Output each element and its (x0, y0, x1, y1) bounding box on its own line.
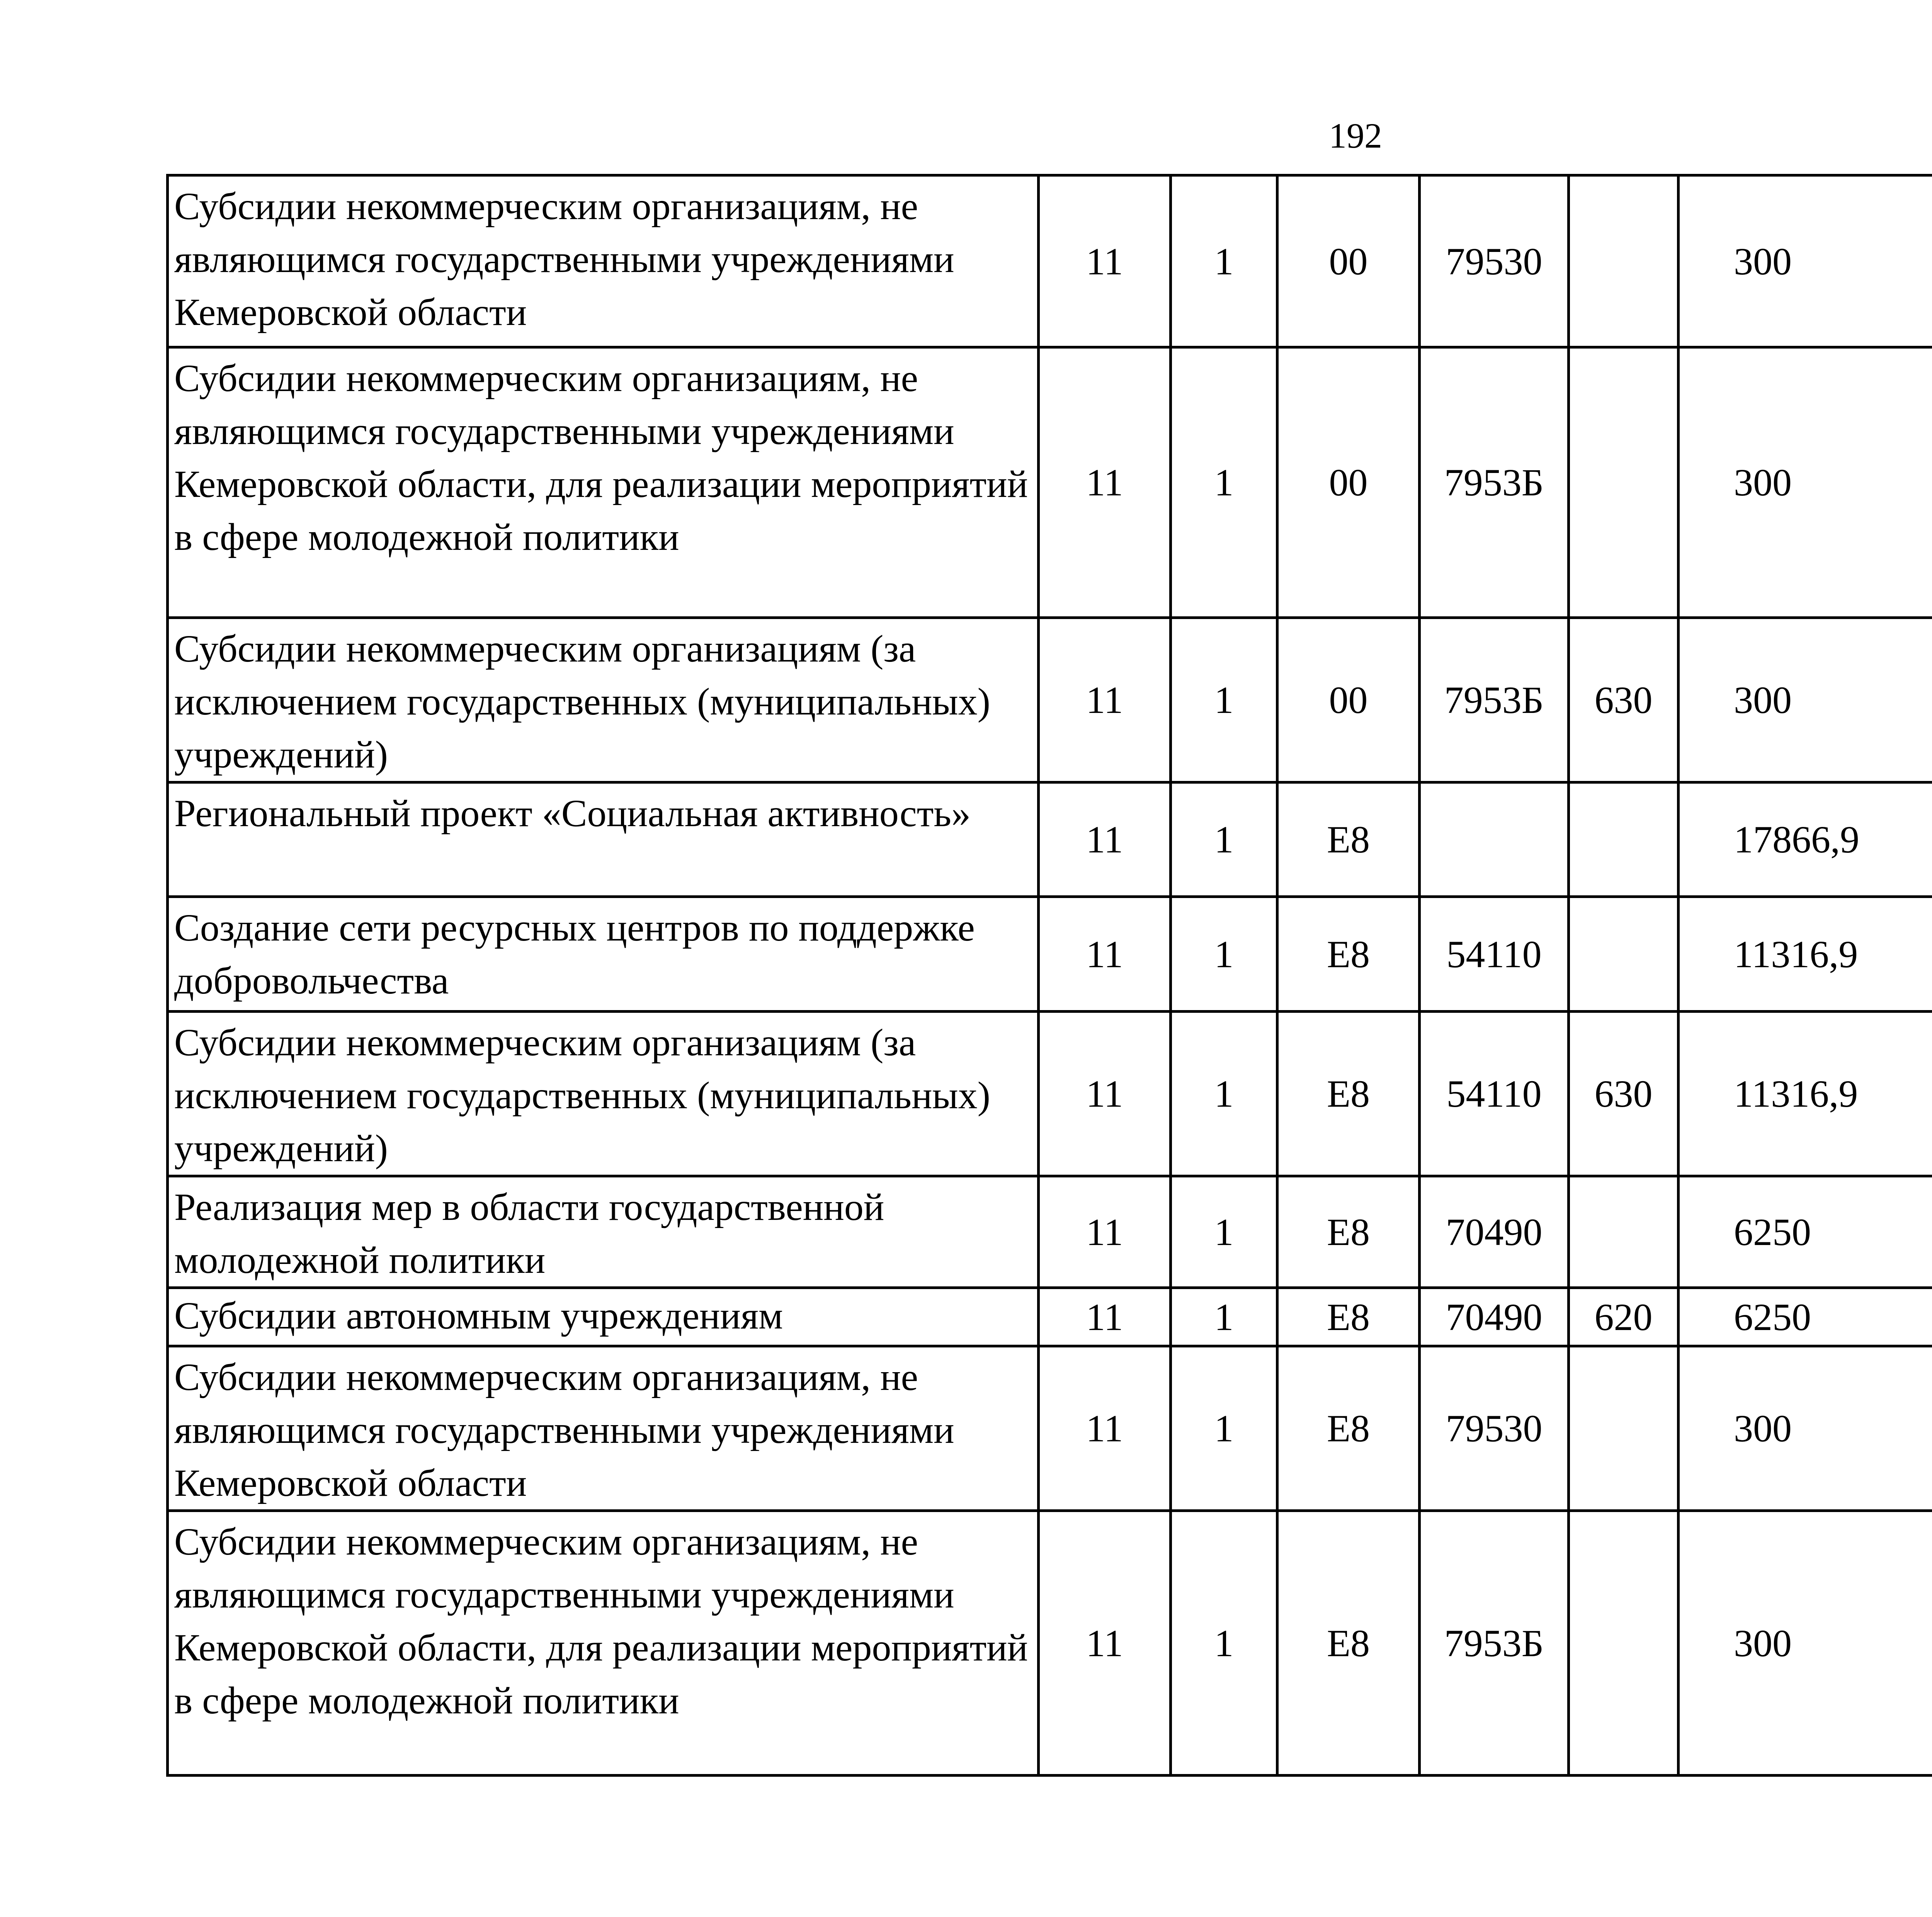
target-code: 79530 (1420, 1346, 1569, 1511)
table-row (168, 175, 1932, 347)
amount-year-1: 11316,9 (1679, 897, 1932, 1012)
amount-year-1: 300 (1679, 1511, 1932, 1776)
amount-year-1: 6250 (1679, 1288, 1932, 1346)
expense-type-code (1569, 1346, 1679, 1511)
program-code: Е8 (1277, 1346, 1420, 1511)
row-name: Субсидии некоммерческим организациям, не являющимся государственными учреждениями Кемеровской области, для реализации мероприятий в сфере молодежной политики (168, 1511, 1039, 1776)
amount-year-1: 300 (1679, 1346, 1932, 1511)
section-code: 11 (1039, 1511, 1171, 1776)
subsection-code: 1 (1171, 897, 1277, 1012)
section-code: 11 (1039, 347, 1171, 618)
target-code: 7953Б (1420, 1511, 1569, 1776)
row-name: Региональный проект «Социальная активность» (168, 782, 1039, 897)
table-row (168, 1346, 1932, 1511)
section-code: 11 (1039, 175, 1171, 347)
program-code: 00 (1277, 347, 1420, 618)
target-code: 54110 (1420, 897, 1569, 1012)
subsection-code: 1 (1171, 1511, 1277, 1776)
program-code: Е8 (1277, 782, 1420, 897)
subsection-code: 1 (1171, 175, 1277, 347)
row-name: Субсидии некоммерческим организациям (за исключением государственных (муниципальных) учреждений) (168, 1012, 1039, 1176)
amount-year-1: 11316,9 (1679, 1012, 1932, 1176)
table-row (168, 347, 1932, 618)
subsection-code: 1 (1171, 618, 1277, 782)
page-number: 192 (1329, 116, 1382, 155)
target-code (1420, 782, 1569, 897)
program-code: 00 (1277, 618, 1420, 782)
section-code: 11 (1039, 897, 1171, 1012)
subsection-code: 1 (1171, 1346, 1277, 1511)
table-row (168, 1012, 1932, 1176)
expense-type-code: 630 (1569, 618, 1679, 782)
table-row (168, 897, 1932, 1012)
table-row (168, 1176, 1932, 1288)
row-name: Субсидии некоммерческим организациям (за исключением государственных (муниципальных) учреждений) (168, 618, 1039, 782)
target-code: 70490 (1420, 1176, 1569, 1288)
budget-table (166, 174, 1932, 1777)
amount-year-1: 17866,9 (1679, 782, 1932, 897)
amount-year-1: 300 (1679, 347, 1932, 618)
section-code: 11 (1039, 618, 1171, 782)
program-code: Е8 (1277, 1288, 1420, 1346)
program-code: 00 (1277, 175, 1420, 347)
subsection-code: 1 (1171, 1176, 1277, 1288)
section-code: 11 (1039, 1346, 1171, 1511)
expense-type-code: 620 (1569, 1288, 1679, 1346)
target-code: 54110 (1420, 1012, 1569, 1176)
expense-type-code: 630 (1569, 1012, 1679, 1176)
table-row (168, 1288, 1932, 1346)
subsection-code: 1 (1171, 782, 1277, 897)
target-code: 70490 (1420, 1288, 1569, 1346)
target-code: 7953Б (1420, 618, 1569, 782)
program-code: Е8 (1277, 1176, 1420, 1288)
subsection-code: 1 (1171, 1288, 1277, 1346)
subsection-code: 1 (1171, 347, 1277, 618)
table-row (168, 1511, 1932, 1776)
row-name: Субсидии некоммерческим организациям, не являющимся государственными учреждениями Кемеровской области, для реализации мероприятий в сфере молодежной политики (168, 347, 1039, 618)
target-code: 79530 (1420, 175, 1569, 347)
amount-year-1: 6250 (1679, 1176, 1932, 1288)
section-code: 11 (1039, 1288, 1171, 1346)
expense-type-code (1569, 1176, 1679, 1288)
row-name: Создание сети ресурсных центров по поддержке добровольчества (168, 897, 1039, 1012)
row-name: Субсидии автономным учреждениям (168, 1288, 1039, 1346)
expense-type-code (1569, 175, 1679, 347)
row-name: Субсидии некоммерческим организациям, не являющимся государственными учреждениями Кемеровской области (168, 1346, 1039, 1511)
expense-type-code (1569, 897, 1679, 1012)
section-code: 11 (1039, 1176, 1171, 1288)
program-code: Е8 (1277, 897, 1420, 1012)
expense-type-code (1569, 347, 1679, 618)
subsection-code: 1 (1171, 1012, 1277, 1176)
amount-year-1: 300 (1679, 618, 1932, 782)
amount-year-1: 300 (1679, 175, 1932, 347)
row-name: Реализация мер в области государственной молодежной политики (168, 1176, 1039, 1288)
row-name: Субсидии некоммерческим организациям, не являющимся государственными учреждениями Кемеровской области (168, 175, 1039, 347)
target-code: 7953Б (1420, 347, 1569, 618)
expense-type-code (1569, 782, 1679, 897)
program-code: Е8 (1277, 1012, 1420, 1176)
table-row (168, 782, 1932, 897)
section-code: 11 (1039, 782, 1171, 897)
section-code: 11 (1039, 1012, 1171, 1176)
expense-type-code (1569, 1511, 1679, 1776)
table-row (168, 618, 1932, 782)
program-code: Е8 (1277, 1511, 1420, 1776)
